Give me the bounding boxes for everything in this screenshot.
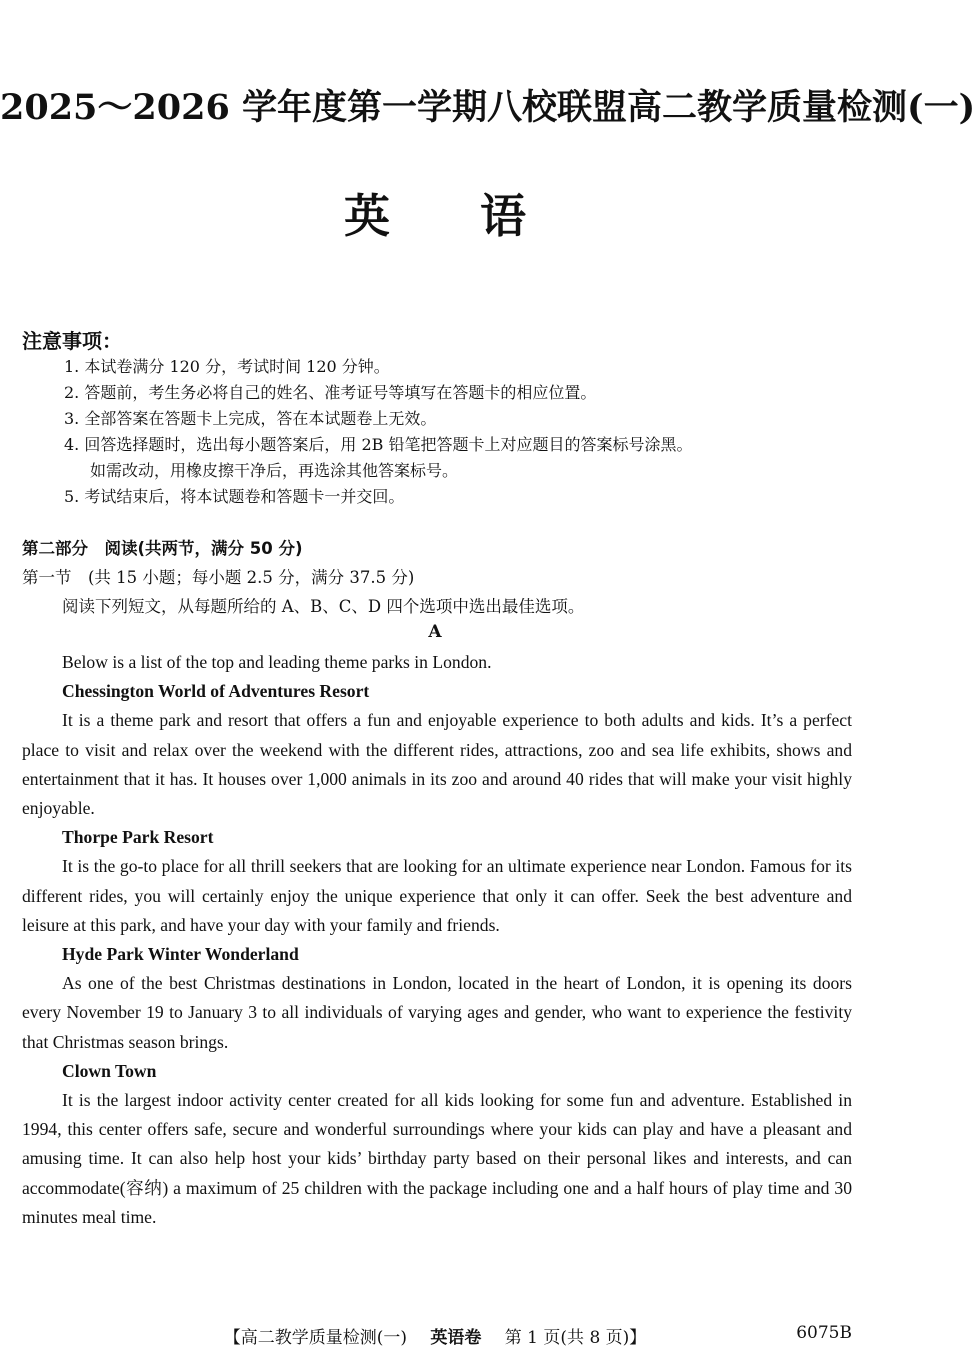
passage bbox=[22, 648, 852, 1232]
footer-exam: 【高二教学质量检测(一) bbox=[223, 1328, 407, 1348]
subject-title: 英语 bbox=[344, 189, 616, 243]
notice-item: 3. 全部答案在答题卡上完成，答在本试题卷上无效。 bbox=[64, 409, 437, 428]
notice-item: 2. 答题前，考生务必将自己的姓名、准考证号等填写在答题卡的相应位置。 bbox=[64, 383, 597, 402]
notice-item: 4. 回答选择题时，选出每小题答案后，用 2B 铅笔把答题卡上对应题目的答案标号涂黑。 bbox=[64, 435, 693, 454]
part-heading: 第二部分 阅读(共两节，满分 50 分) bbox=[22, 539, 303, 558]
park-description: It is the go-to place for all thrill seekers that are looking for an ultimate experience near London. Famous for its different rides, you will certainly enjoy the unique experience that only it can offer. Seek the best adventure and leisure at this park, and have your day with your family and friends. bbox=[22, 856, 852, 935]
park-description: It is the largest indoor activity center created for all kids looking for some fun and adventure. Established in 1994, this center offers safe, secure and wonderful surroundings where your kids can play and have a pleasant and amusing time. It can also help host your kids’ birthday party based on their personal likes and interests, and can accommodate(容纳) a maximum of 25 children with the package including one and a half hours of play time and 30 minutes meal time. bbox=[22, 1090, 852, 1227]
notice-item: 1. 本试卷满分 120 分，考试时间 120 分钟。 bbox=[64, 357, 390, 376]
notice-item: 5. 考试结束后，将本试题卷和答题卡一并交回。 bbox=[64, 487, 405, 506]
passage-intro: Below is a list of the top and leading theme parks in London. bbox=[62, 652, 492, 672]
footer-paper: 英语卷 bbox=[430, 1328, 482, 1348]
park-name: Thorpe Park Resort bbox=[62, 827, 214, 848]
park-name: Clown Town bbox=[62, 1060, 157, 1081]
park-name: Hyde Park Winter Wonderland bbox=[62, 944, 299, 965]
exam-title: 2025～2026 学年度第一学期八校联盟高二教学质量检测(一) bbox=[0, 87, 975, 128]
footer-page: 第 1 页(共 8 页)】 bbox=[504, 1328, 647, 1348]
park-name: Chessington World of Adventures Resort bbox=[62, 681, 370, 702]
notice-list bbox=[64, 354, 854, 510]
park-description: As one of the best Christmas destinations in London, located in the heart of London, it is opening its doors every November 19 to January 3 to all individuals of varying ages and gender, who want to experience the festivity that Christmas season brings. bbox=[22, 973, 852, 1052]
notice-heading: 注意事项： bbox=[22, 329, 122, 353]
notice-item: 如需改动，用橡皮擦干净后，再选涂其他答案标号。 bbox=[90, 461, 459, 480]
paper-code: 6075B bbox=[796, 1323, 852, 1343]
section-heading: 第一节 (共 15 小题；每小题 2.5 分，满分 37.5 分) bbox=[22, 568, 415, 587]
reading-instruction: 阅读下列短文，从每题所给的 A、B、C、D 四个选项中选出最佳选项。 bbox=[62, 597, 585, 616]
park-description: It is a theme park and resort that offers a fun and enjoyable experience to both adults and kids. It’s a perfect place to visit and relax over the weekend with the different rides, attractions, zoo and sea life exhibits, shows and entertainment that it has. It houses over 1,000 animals in its zoo and around 40 rides that will make your visit highly enjoyable. bbox=[22, 710, 852, 819]
page-footer bbox=[0, 1323, 870, 1348]
passage-label: A bbox=[428, 622, 442, 642]
